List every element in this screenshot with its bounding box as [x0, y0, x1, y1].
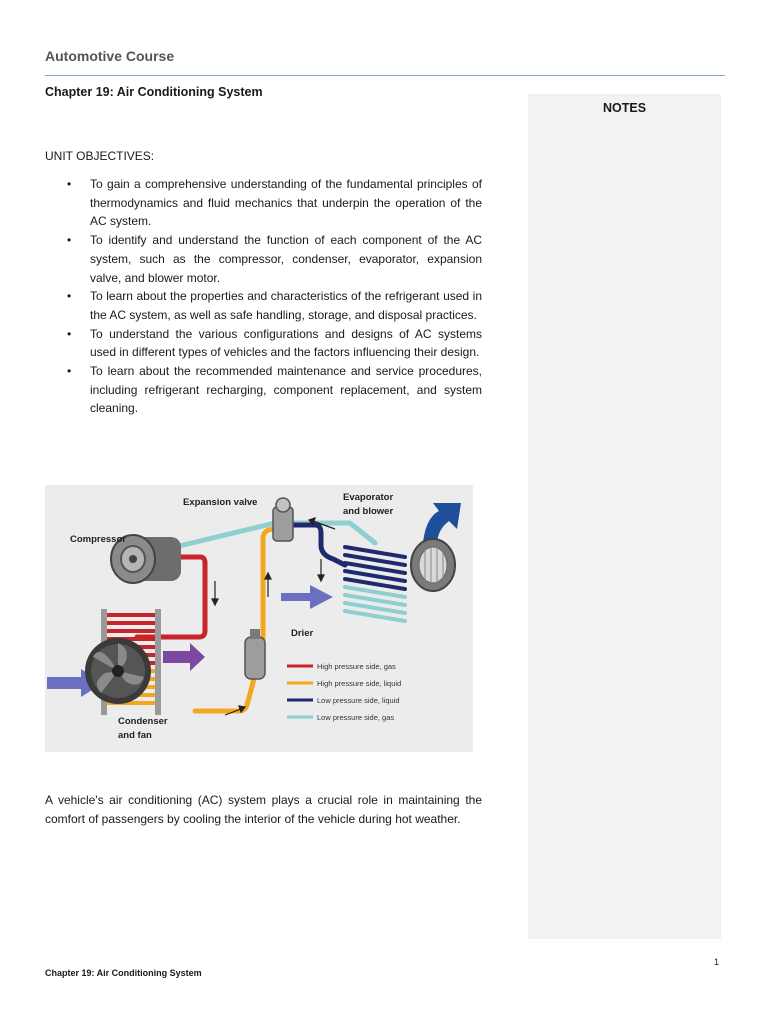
expansion-valve — [273, 498, 293, 541]
label-blower: and blower — [343, 506, 394, 517]
page-number: 1 — [714, 957, 720, 967]
header-title: Automotive Course — [45, 48, 175, 64]
label-drier: Drier — [291, 628, 314, 639]
legend-label: Low pressure side, gas — [317, 713, 395, 722]
ac-system-diagram — [45, 485, 473, 752]
objective-item — [45, 362, 482, 418]
notes-panel — [528, 94, 721, 939]
bullet: • — [67, 364, 72, 379]
objective-item — [45, 325, 482, 362]
evaporator-coils — [345, 547, 405, 621]
line-low-pressure-liquid — [293, 525, 345, 565]
label-fan: and fan — [118, 730, 152, 741]
objective-text: To identify and understand the function of each component of the AC system, such as the compressor, condenser, evaporator, expansion valve, and blower motor. — [90, 233, 482, 285]
ac-diagram-svg — [45, 485, 473, 752]
legend-label: High pressure side, gas — [317, 662, 396, 671]
label-compressor: Compressor — [70, 534, 126, 545]
bullet: • — [67, 177, 72, 191]
legend-label: Low pressure side, liquid — [317, 696, 400, 705]
bullet: • — [67, 233, 72, 248]
blower — [411, 539, 455, 591]
objectives-list — [45, 175, 482, 418]
bullet: • — [67, 289, 72, 304]
hot-air-arrow — [163, 643, 205, 671]
label-evaporator: Evaporator — [343, 492, 394, 503]
objective-item — [45, 175, 482, 231]
label-expansion-valve: Expansion valve — [183, 497, 258, 508]
objective-item — [45, 231, 482, 287]
footer-text: Chapter 19: Air Conditioning System — [45, 968, 202, 978]
chapter-title: Chapter 19: Air Conditioning System — [45, 85, 263, 99]
objectives-heading: UNIT OBJECTIVES: — [45, 149, 155, 163]
objective-text: To gain a comprehensive understanding of the fundamental principles of thermodynamics and fluid mechanics that underpin the operation of the AC system. — [90, 177, 482, 229]
objective-text: To learn about the properties and characteristics of the refrigerant used in the AC system, as well as safe handling, storage, and disposal practices. — [90, 289, 482, 322]
objective-item — [45, 287, 482, 324]
label-condenser: Condenser — [118, 716, 168, 727]
diagram-legend — [287, 662, 401, 722]
condenser-frame — [155, 609, 161, 715]
bullet: • — [67, 326, 72, 341]
header-divider — [45, 75, 725, 76]
airflow-arrow-into-evaporator — [281, 585, 333, 609]
condenser-fan — [85, 638, 151, 704]
intro-paragraph: A vehicle's air conditioning (AC) system plays a crucial role in maintaining the comfort of passengers by cooling the interior of the vehicle during hot weather. — [45, 793, 482, 826]
objective-text: To learn about the recommended maintenance and service procedures, including refrigerant recharging, component replacement, and system cleaning. — [90, 364, 482, 416]
notes-title: NOTES — [602, 101, 647, 115]
legend-label: High pressure side, liquid — [317, 679, 402, 688]
objective-text: To understand the various configurations and designs of AC systems used in different types of vehicles and the factors influencing their design. — [90, 326, 482, 360]
